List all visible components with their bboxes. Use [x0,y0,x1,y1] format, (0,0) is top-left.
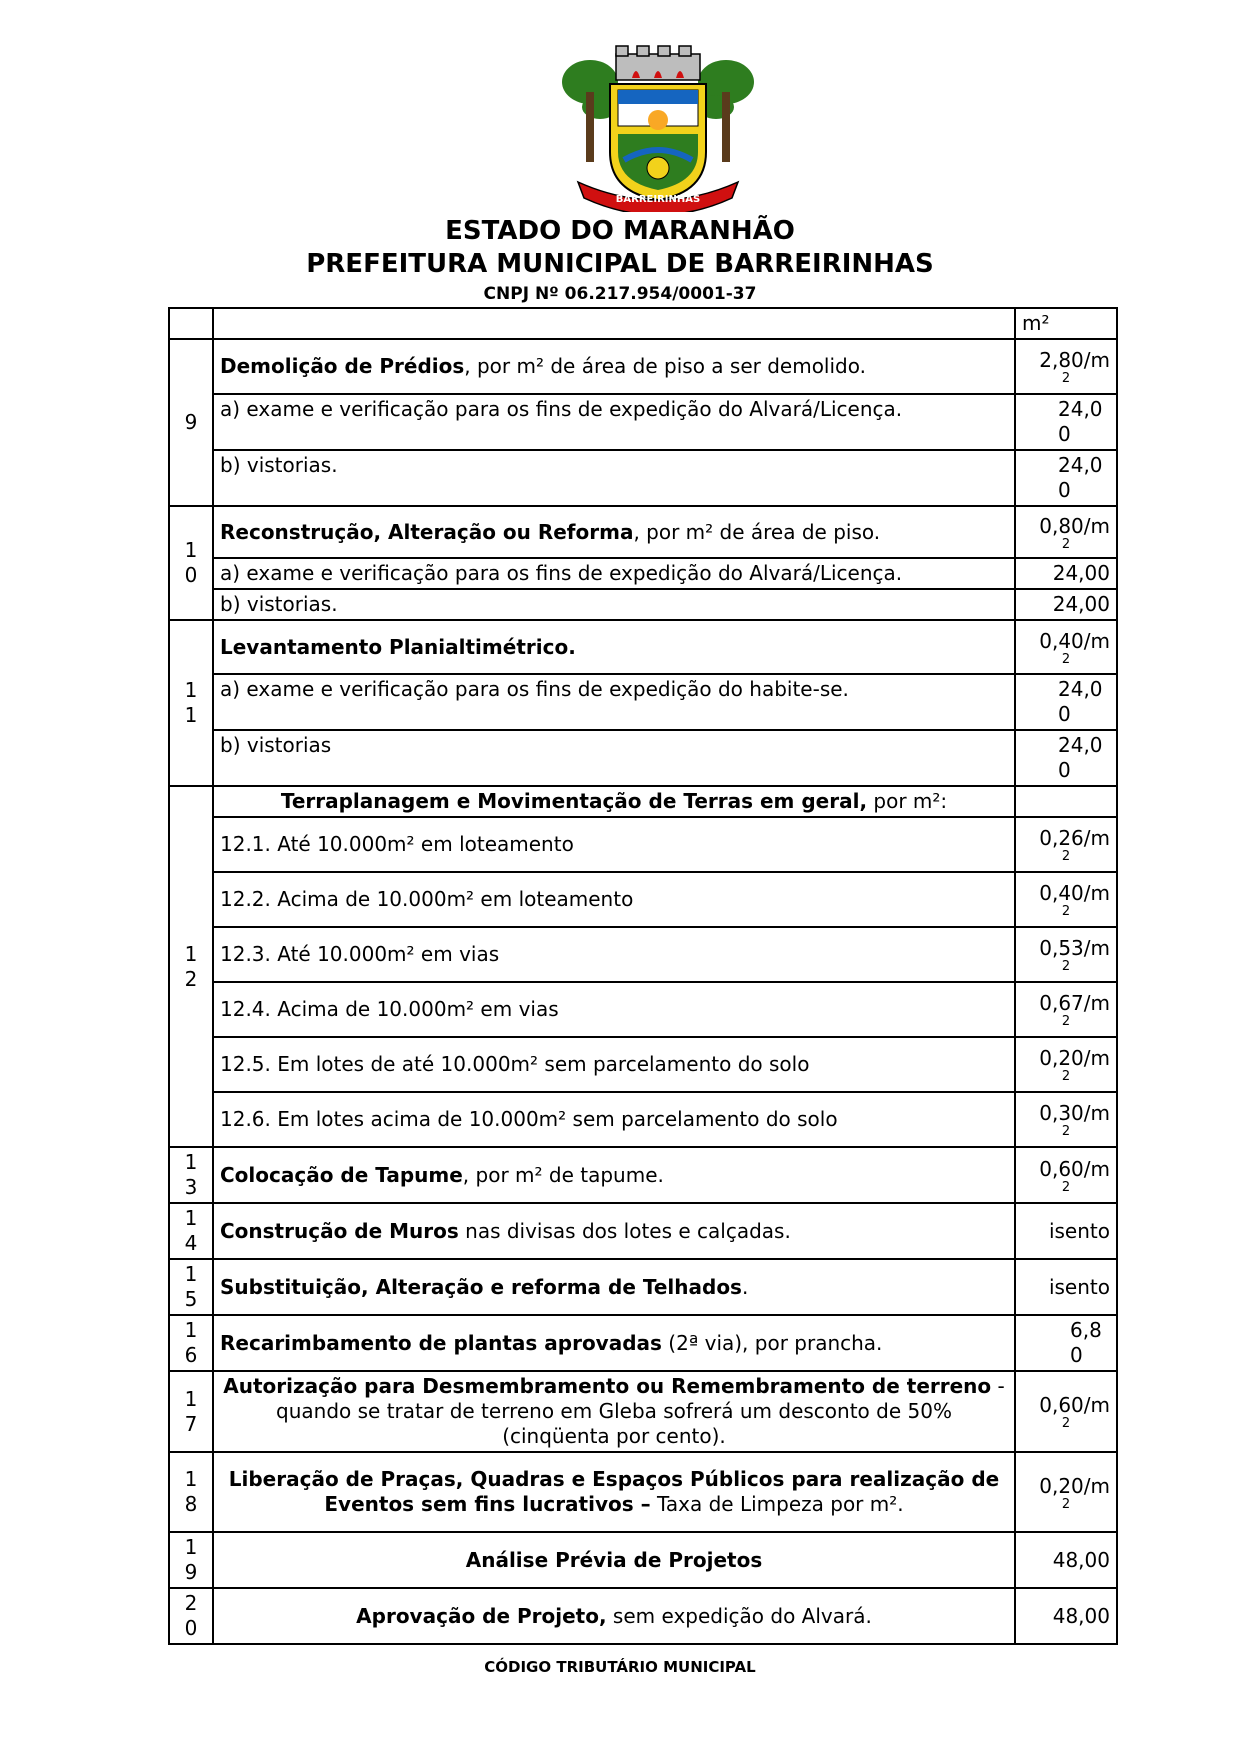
row-value [1015,786,1117,817]
table-row [169,450,1117,506]
row-description: Levantamento Planialtimétrico. [213,620,1015,674]
row-description: Recarimbamento de plantas aprovadas (2ª via), por prancha. [213,1315,1015,1371]
emblem-banner-text: BARREIRINHAS [615,194,701,205]
table-row [169,1588,1117,1644]
row-description: 12.2. Acima de 10.000m² em loteamento [213,872,1015,927]
row-number: 19 [169,1532,213,1588]
row-value: 0,67/m 2 [1015,982,1117,1037]
table-row [169,1371,1117,1452]
cnpj-text: CNPJ Nº 06.217.954/0001-37 [483,284,757,304]
row-value: 48,00 [1015,1588,1117,1644]
row-number: 11 [169,620,213,786]
row-value: 6,80 [1015,1315,1117,1371]
row-description: 12.5. Em lotes de até 10.000m² sem parcelamento do solo [213,1037,1015,1092]
table-row [169,674,1117,730]
row-number: 15 [169,1259,213,1315]
row-value: 0,60/m 2 [1015,1371,1117,1452]
row-description: a) exame e verificação para os fins de expedição do Alvará/Licença. [213,394,1015,450]
row-description: Colocação de Tapume, por m² de tapume. [213,1147,1015,1203]
row-description: Aprovação de Projeto, sem expedição do Alvará. [213,1588,1015,1644]
row-value: 24,00 [1015,558,1117,589]
row-description: b) vistorias. [213,589,1015,620]
row-value: isento [1015,1203,1117,1259]
row-description: 12.1. Até 10.000m² em loteamento [213,817,1015,872]
table-row [169,339,1117,394]
table-row [169,872,1117,927]
row-description: b) vistorias. [213,450,1015,506]
row-value: 0,20/m 2 [1015,1037,1117,1092]
row-value: 24,00 [1015,674,1117,730]
city-title: PREFEITURA MUNICIPAL DE BARREIRINHAS [306,249,934,279]
table-row [169,730,1117,786]
row-value: 0,40/m 2 [1015,872,1117,927]
row-value: 0,53/m 2 [1015,927,1117,982]
row-description: Terraplanagem e Movimentação de Terras em geral, por m²: [213,786,1015,817]
row-number: 9 [169,339,213,506]
row-number: 12 [169,786,213,1147]
table-row [169,1259,1117,1315]
row-number: 16 [169,1315,213,1371]
row-number: 18 [169,1452,213,1532]
row-description: Reconstrução, Alteração ou Reforma, por m² de área de piso. [213,506,1015,558]
row-value: 0,60/m 2 [1015,1147,1117,1203]
row-description: 12.3. Até 10.000m² em vias [213,927,1015,982]
row-description: 12.6. Em lotes acima de 10.000m² sem parcelamento do solo [213,1092,1015,1147]
row-description: a) exame e verificação para os fins de expedição do Alvará/Licença. [213,558,1015,589]
table-row [169,589,1117,620]
row-description: Análise Prévia de Projetos [213,1532,1015,1588]
state-title: ESTADO DO MARANHÃO [445,216,795,246]
row-value: 24,00 [1015,450,1117,506]
row-description: Demolição de Prédios, por m² de área de piso a ser demolido. [213,339,1015,394]
table-row [169,1315,1117,1371]
row-number: 14 [169,1203,213,1259]
row-number: 17 [169,1371,213,1452]
table-row [169,1037,1117,1092]
table-row [169,1203,1117,1259]
row-value: 24,00 [1015,394,1117,450]
row-number [169,308,213,339]
table-row [169,927,1117,982]
row-description: a) exame e verificação para os fins de expedição do habite-se. [213,674,1015,730]
row-value: 0,20/m 2 [1015,1452,1117,1532]
row-description: 12.4. Acima de 10.000m² em vias [213,982,1015,1037]
row-value: 2,80/m 2 [1015,339,1117,394]
row-value: 24,00 [1015,730,1117,786]
table-row [169,558,1117,589]
row-value: isento [1015,1259,1117,1315]
table-row [169,982,1117,1037]
row-value: 0,80/m 2 [1015,506,1117,558]
table-row [169,620,1117,674]
row-value: 24,00 [1015,589,1117,620]
table-row [169,394,1117,450]
table-row [169,786,1117,817]
row-description: b) vistorias [213,730,1015,786]
row-description: Substituição, Alteração e reforma de Telhados. [213,1259,1015,1315]
row-value: 0,40/m 2 [1015,620,1117,674]
row-number: 20 [169,1588,213,1644]
table-row [169,1092,1117,1147]
row-value: 48,00 [1015,1532,1117,1588]
row-value: 0,30/m 2 [1015,1092,1117,1147]
table-row [169,506,1117,558]
table-row [169,308,1117,339]
row-description: Liberação de Praças, Quadras e Espaços Públicos para realização de Eventos sem fins lucrativos – Taxa de Limpeza por m². [213,1452,1015,1532]
row-value: m² [1015,308,1117,339]
row-number: 13 [169,1147,213,1203]
row-description: Autorização para Desmembramento ou Remembramento de terreno - quando se tratar de terreno em Gleba sofrerá um desconto de 50% (cinqüenta por cento). [213,1371,1015,1452]
table-row [169,1452,1117,1532]
row-description: Construção de Muros nas divisas dos lotes e calçadas. [213,1203,1015,1259]
footer-text: CÓDIGO TRIBUTÁRIO MUNICIPAL [484,1658,756,1676]
row-value: 0,26/m 2 [1015,817,1117,872]
fees-table [168,307,1118,1645]
table-row [169,1532,1117,1588]
row-description [213,308,1015,339]
coat-of-arms-icon [560,42,756,212]
table-row [169,1147,1117,1203]
table-row [169,817,1117,872]
row-number: 10 [169,506,213,620]
